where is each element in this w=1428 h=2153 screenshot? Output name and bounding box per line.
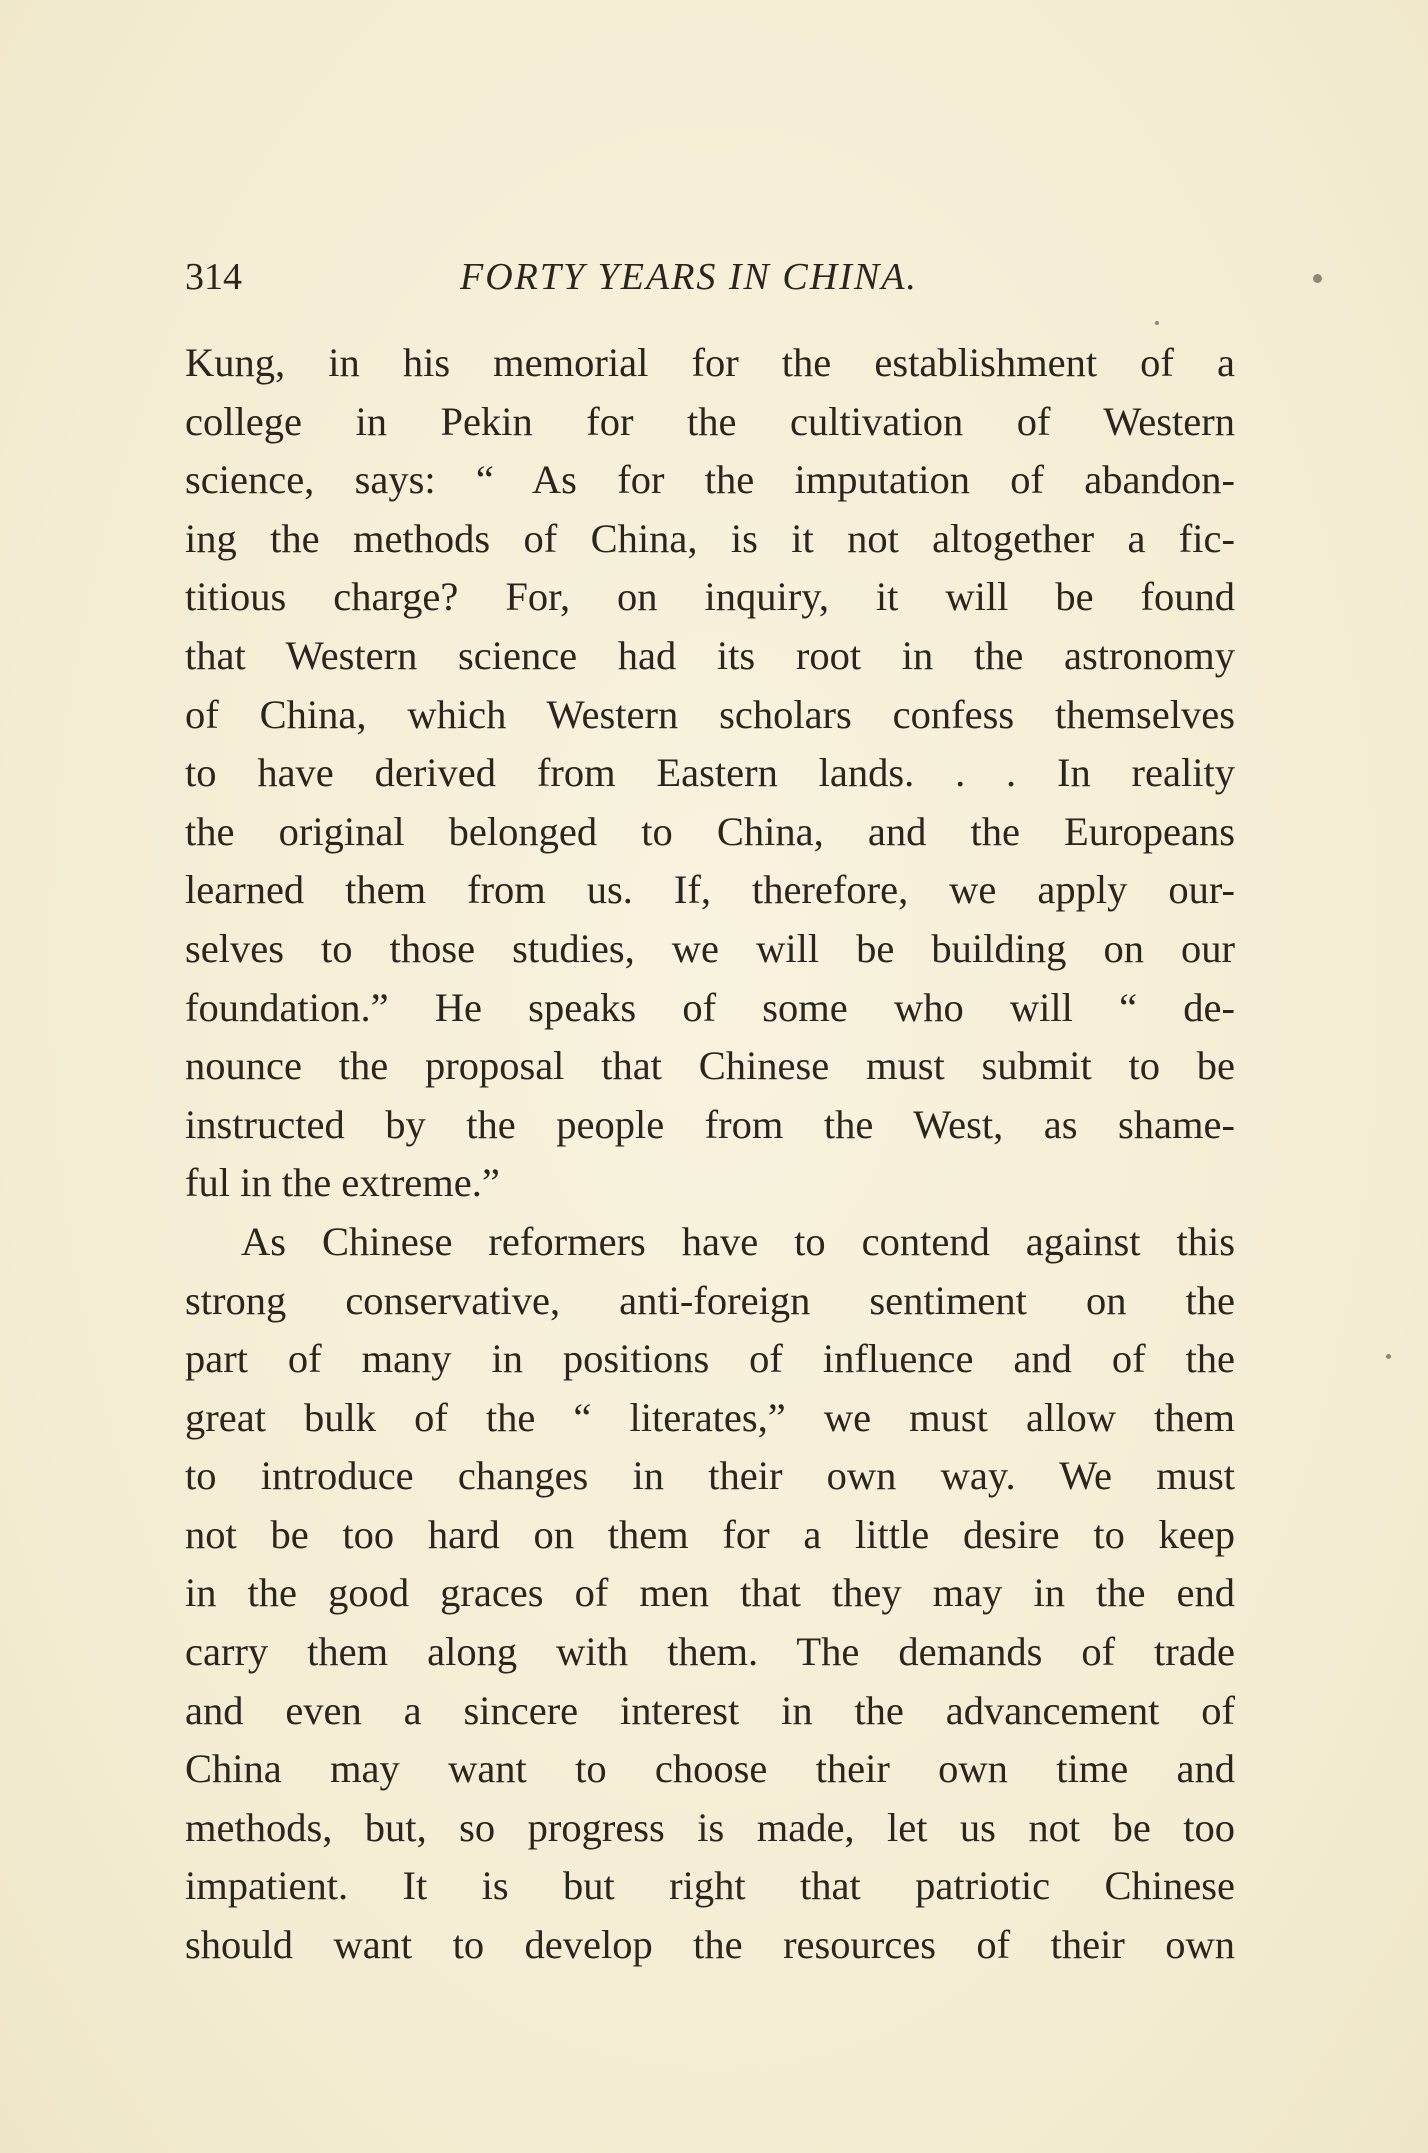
- text-line: college in Pekin for the cultivation of Western: [185, 398, 1235, 444]
- paper-speck: [1313, 274, 1322, 283]
- text-line: to have derived from Eastern lands. . . In reality: [185, 750, 1235, 796]
- text-line-paragraph-end: ful in the extreme.”: [185, 1160, 500, 1206]
- page-number: 314: [185, 256, 242, 298]
- text-line: ing the methods of China, is it not altogether a fic-: [185, 515, 1235, 561]
- text-line: Kung, in his memorial for the establishment of a: [185, 340, 1235, 385]
- text-line: not be too hard on them for a little desire to keep: [185, 1511, 1235, 1557]
- text-line: selves to those studies, we will be building on our: [185, 925, 1235, 971]
- text-line: China may want to choose their own time and: [185, 1746, 1235, 1792]
- text-line: should want to develop the resources of their own: [185, 1922, 1235, 1968]
- text-line: carry them along with them. The demands of trade: [185, 1629, 1235, 1675]
- text-line: the original belonged to China, and the Europeans: [185, 808, 1235, 854]
- text-line-paragraph-start: As Chinese reformers have to contend against this: [241, 1218, 1235, 1264]
- text-line: to introduce changes in their own way. We must: [185, 1453, 1235, 1499]
- text-line: methods, but, so progress is made, let us not be too: [185, 1804, 1235, 1850]
- paper-speck: [1155, 321, 1159, 325]
- text-line: learned them from us. If, therefore, we apply our-: [185, 867, 1235, 913]
- text-line: part of many in positions of influence and of the: [185, 1336, 1235, 1382]
- text-line: impatient. It is but right that patriotic Chinese: [185, 1863, 1235, 1909]
- text-line: of China, which Western scholars confess themselves: [185, 691, 1235, 737]
- text-line: foundation.” He speaks of some who will “ de-: [185, 984, 1235, 1030]
- text-line: strong conservative, anti-foreign sentiment on the: [185, 1277, 1235, 1323]
- text-line: science, says: “ As for the imputation of abandon-: [185, 457, 1235, 503]
- text-line: and even a sincere interest in the advancement of: [185, 1687, 1235, 1733]
- text-line: that Western science had its root in the astronomy: [185, 632, 1235, 678]
- running-title: FORTY YEARS IN CHINA.: [460, 256, 918, 298]
- text-line: instructed by the people from the West, as shame-: [185, 1101, 1235, 1147]
- body-text: [185, 334, 1235, 1975]
- paper-speck: [1386, 1354, 1391, 1359]
- text-line: great bulk of the “ literates,” we must allow them: [185, 1394, 1235, 1440]
- text-line: titious charge? For, on inquiry, it will be found: [185, 574, 1235, 620]
- text-line: in the good graces of men that they may in the end: [185, 1570, 1235, 1616]
- page-header: [185, 255, 1235, 305]
- text-line: nounce the proposal that Chinese must submit to be: [185, 1043, 1235, 1089]
